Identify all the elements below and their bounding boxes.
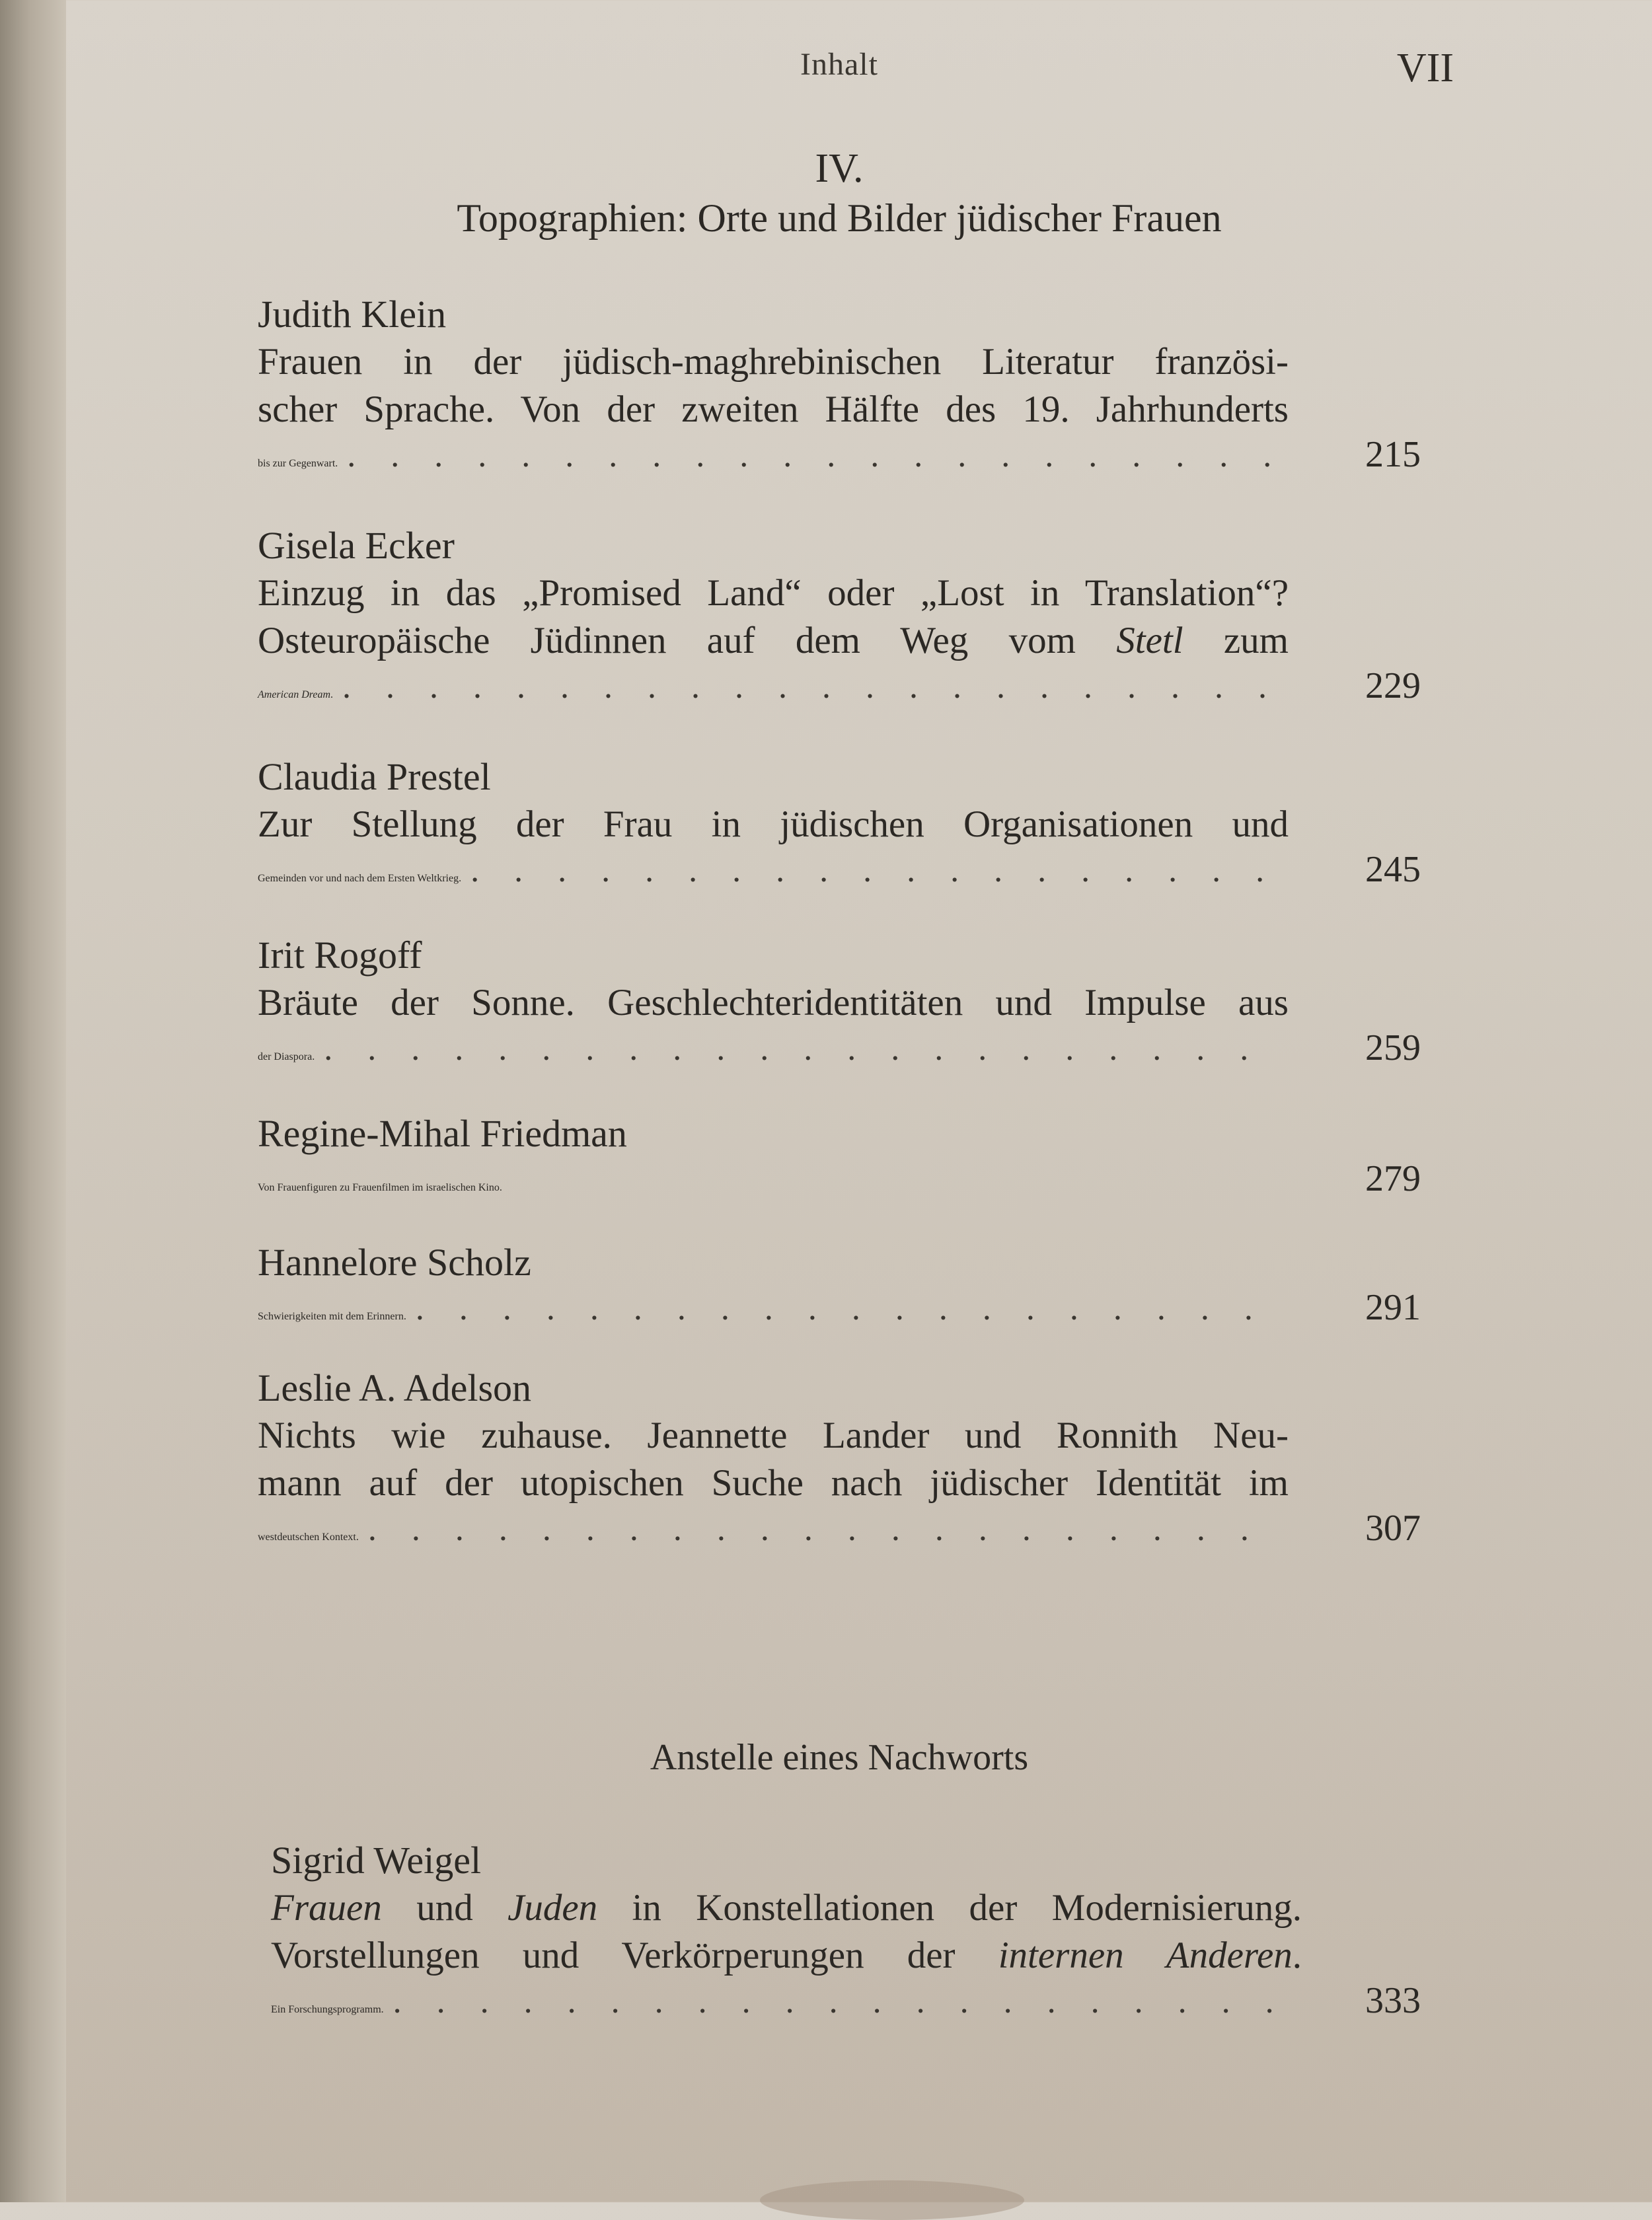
dot-leader <box>347 436 1282 475</box>
entry-author: Gisela Ecker <box>258 524 455 567</box>
entry-last-line <box>258 1507 1421 1549</box>
toc-entry <box>258 1239 1421 1329</box>
entry-author: Sigrid Weigel <box>271 1839 482 1882</box>
dot-leader <box>470 851 1282 890</box>
entry-title-line: scher Sprache. Von der zweiten Hälfte des 19. Jahrhunderts <box>258 388 1289 430</box>
section-title: Topographien: Orte und Bilder jüdischer Frauen <box>457 196 1222 240</box>
entry-last-line <box>271 1980 1421 2022</box>
dot-leader <box>342 667 1282 706</box>
entry-title-line: Frauen in der jüdisch-maghrebinischen Literatur französi- <box>258 341 1289 383</box>
entry-title-line: Von Frauenfiguren zu Frauenfilmen im israelischen Kino. <box>258 1182 502 1193</box>
entry-title-line: Zur Stellung der Frau in jüdischen Organisationen und <box>258 803 1289 845</box>
entry-title-line: Schwierigkeiten mit dem Erinnern. <box>258 1311 406 1322</box>
entry-title-line: Bräute der Sonne. Geschlechteridentitäten und Impulse aus <box>258 982 1289 1023</box>
toc-entry <box>258 522 1421 707</box>
section-number: IV. <box>815 146 864 191</box>
entry-page-number: 291 <box>1365 1287 1421 1328</box>
entry-author: Regine-Mihal Friedman <box>258 1112 627 1155</box>
entry-title-line: Nichts wie zuhause. Jeannette Lander und Ronnith Neu- <box>258 1415 1289 1456</box>
entry-last-line <box>258 848 1421 891</box>
entry-author: Leslie A. Adelson <box>258 1366 532 1409</box>
dot-leader <box>416 1289 1282 1328</box>
entry-page-number: 333 <box>1365 1980 1421 2021</box>
toc-entry <box>258 1364 1421 1549</box>
entry-title-line: bis zur Gegenwart. <box>258 458 338 469</box>
title-fragment: zum <box>1223 620 1289 661</box>
entry-last-line <box>258 1286 1421 1329</box>
entry-author: Hannelore Scholz <box>258 1241 531 1284</box>
entry-title-line <box>271 1884 1302 1932</box>
entry-title-line: westdeutschen Kontext. <box>258 1532 359 1543</box>
entry-title-line: der Diaspora. <box>258 1051 315 1062</box>
title-fragment: und <box>416 1887 473 1929</box>
dot-leader <box>324 1029 1282 1068</box>
title-fragment: Vorstellungen und Verkörperungen der <box>271 1935 956 1976</box>
title-fragment: in Konstellationen der Modernisierung. <box>632 1887 1302 1929</box>
toc-entry <box>258 291 1421 476</box>
dot-leader <box>368 1510 1282 1549</box>
title-fragment: . <box>330 689 334 700</box>
toc-entry <box>258 1110 1421 1200</box>
entry-title-line: Ein Forschungsprogramm. <box>271 2004 384 2015</box>
toc-entry <box>258 932 1421 1069</box>
title-fragment-italic: Frauen <box>271 1887 382 1929</box>
entry-last-line <box>258 1027 1421 1069</box>
entry-title-line: Gemeinden vor und nach dem Ersten Weltkrieg. <box>258 873 462 884</box>
title-fragment-italic: Stetl <box>1116 620 1183 661</box>
entry-page-number: 245 <box>1365 849 1421 890</box>
title-fragment: Osteuropäische Jüdinnen auf dem Weg vom <box>258 620 1076 661</box>
toc-entry-afterword <box>271 1837 1421 2022</box>
entry-last-line <box>258 665 1421 707</box>
entry-title-line <box>258 617 1289 665</box>
toc-entry <box>258 753 1421 891</box>
entry-page-number: 307 <box>1365 1508 1421 1549</box>
entry-page-number: 259 <box>1365 1027 1421 1068</box>
entry-author: Claudia Prestel <box>258 755 491 798</box>
entry-page-number: 215 <box>1365 434 1421 475</box>
afterword-heading: Anstelle eines Nachworts <box>650 1737 1029 1778</box>
title-fragment-italic: Juden <box>507 1887 598 1929</box>
entry-author: Judith Klein <box>258 293 447 336</box>
running-head: Inhalt <box>800 47 878 82</box>
title-fragment-italic: American Dream <box>258 689 331 700</box>
finger-shadow <box>760 2180 1024 2220</box>
entry-author: Irit Rogoff <box>258 934 422 977</box>
dot-leader <box>393 1982 1282 2021</box>
entry-title-line <box>258 689 333 701</box>
entry-title-line: mann auf der utopischen Suche nach jüdischer Identität im <box>258 1462 1289 1504</box>
entry-page-number: 229 <box>1365 665 1421 706</box>
entry-last-line <box>258 433 1421 476</box>
entry-title-line: Einzug in das „Promised Land“ oder „Lost in Translation“? <box>258 572 1289 614</box>
entry-last-line <box>258 1158 1421 1200</box>
title-fragment-italic: internen Anderen <box>998 1935 1293 1976</box>
title-fragment: . <box>1292 1935 1302 1976</box>
entry-title-line <box>271 1932 1302 1980</box>
page-number: VII <box>1396 46 1454 91</box>
entry-page-number: 279 <box>1365 1158 1421 1199</box>
